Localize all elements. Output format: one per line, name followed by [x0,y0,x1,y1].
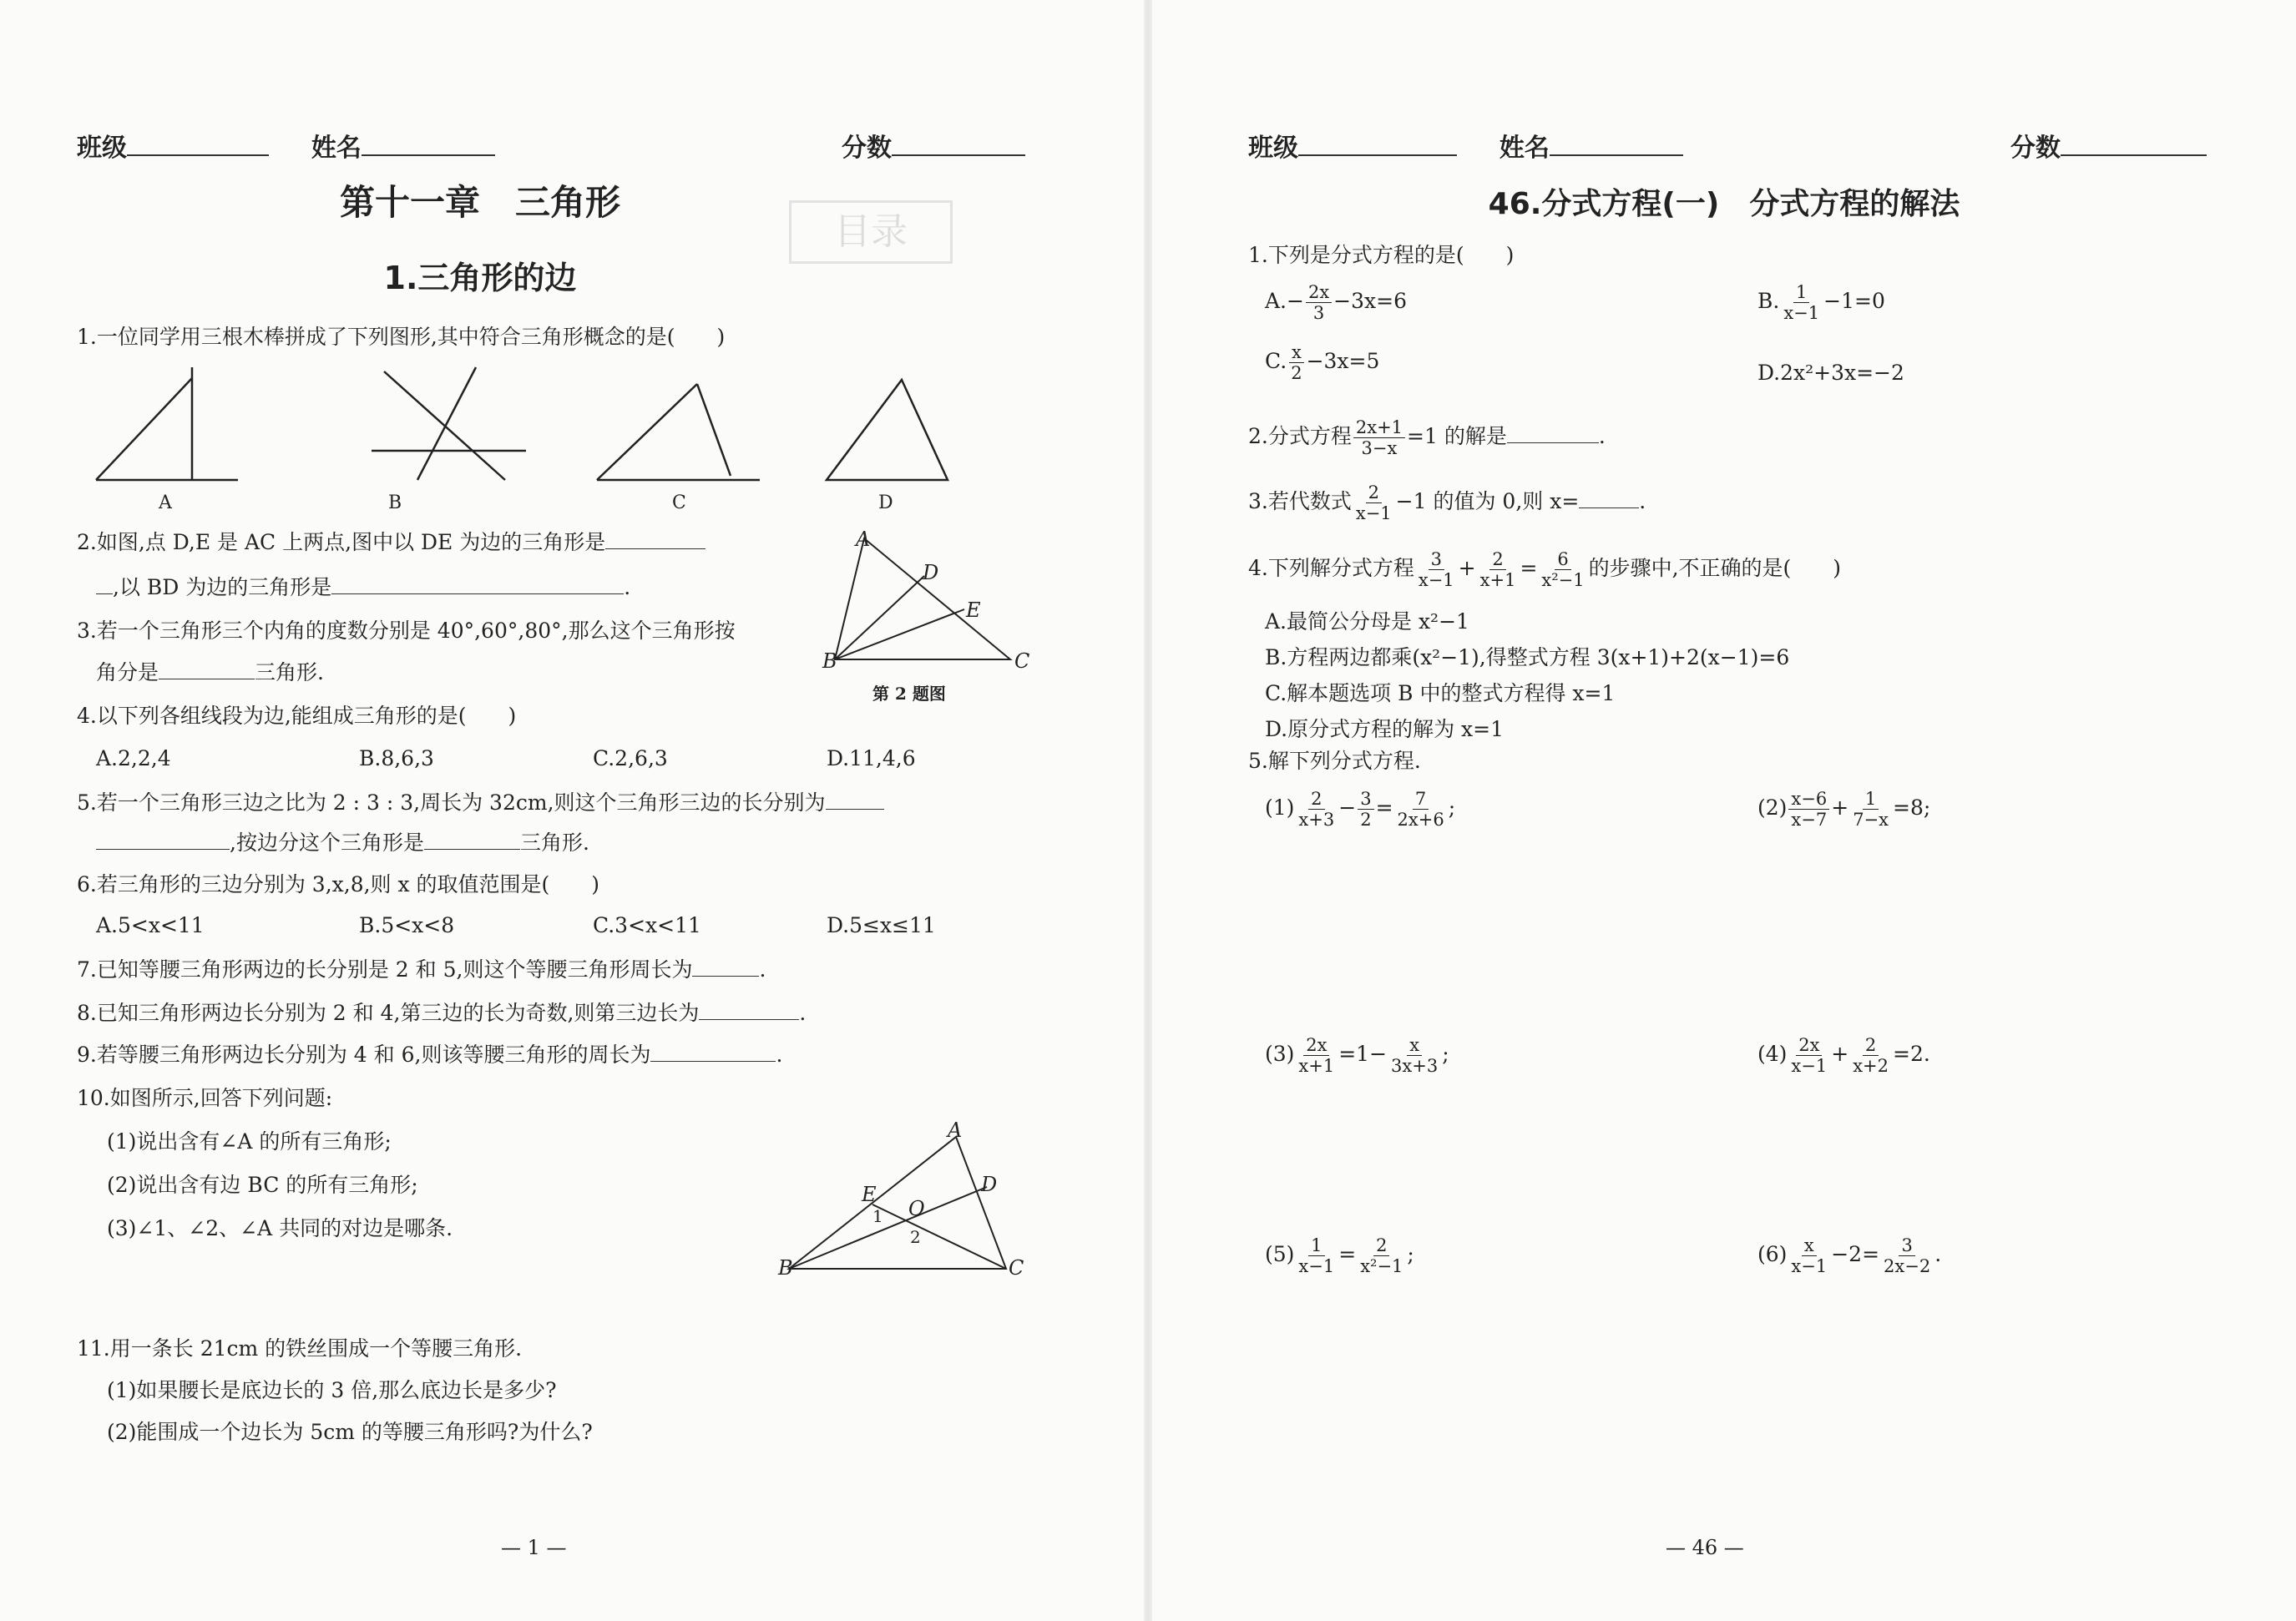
p1-d2: 2 [1360,810,1372,830]
question-9: 9.若等腰三角形两边长分别为 4 和 6,则该等腰三角形的周长为 . [77,1043,783,1067]
question-2 [77,529,705,556]
q3-text-c: 三角形. [255,660,324,684]
question-10: 10.如图所示,回答下列问题: [77,1086,333,1110]
q1-label-d: D [878,492,893,513]
q4-option-b[interactable]: B.方程两边都乘(x²−1),得整式方程 3(x+1)+2(x−1)=6 [1265,645,1790,669]
p1-n2: 3 [1358,789,1373,810]
right-score [2010,127,2207,164]
q2-label-b: B [822,649,837,673]
score-label: 分数 [842,134,892,163]
q1-label-b: B [388,492,402,513]
left-page-number: — 1 — [501,1536,567,1559]
q1b-pre: B. [1757,289,1780,313]
problem-5 [1265,1235,1414,1276]
problem-2 [1757,789,1930,830]
figure-a [96,367,238,480]
right-header [1248,127,1683,164]
q1b-post: −1=0 [1823,289,1885,313]
q1-option-a[interactable] [1265,282,1407,323]
q2-num: 2x+1 [1353,417,1405,438]
q7-blank[interactable] [692,976,759,977]
q8-blank[interactable] [699,1019,799,1020]
q1-option-c[interactable] [1265,342,1379,383]
q9-blank[interactable] [650,1061,776,1062]
q10-label-c: C [1009,1256,1024,1280]
q2-den: 3−x [1361,438,1398,458]
p6-n1: x [1802,1235,1817,1256]
p3-label: (3) [1265,1042,1295,1066]
q2-blank[interactable] [1507,442,1599,443]
q2-blank-2[interactable] [331,593,624,594]
class-label: 班级 [77,134,127,163]
problem-3 [1265,1035,1449,1076]
right-page-number: — 46 — [1666,1536,1744,1559]
q4-option-d[interactable]: D.11,4,6 [827,746,916,770]
q4-d3: x²−1 [1541,570,1585,590]
question-10-3: (3)∠1、∠2、∠A 共同的对边是哪条. [107,1216,453,1240]
p5-eq: = [1338,1242,1357,1266]
p6-end: . [1934,1242,1942,1266]
p5-d1: x−1 [1298,1256,1335,1276]
q6-option-b[interactable]: B.5<x<8 [359,913,455,937]
question-4: 4.以下列各组线段为边,能组成三角形的是( ) [77,704,517,728]
q3-num: 2 [1366,482,1382,503]
p4-n1: 2x [1796,1035,1822,1056]
q8-text: 8.已知三角形两边长分别为 2 和 4,第三边的长为奇数,则第三边长为 [77,1001,700,1025]
question-5: 5.解下列分式方程. [1248,749,1421,773]
p5-end: ; [1407,1242,1414,1266]
q3-pre: 3.若代数式 [1248,489,1352,513]
problem-4 [1757,1035,1930,1076]
q2-text-b: ,以 BD 为边的三角形是 [113,575,332,599]
q1a-den: 3 [1312,303,1325,323]
question-5-cont [96,830,589,856]
q4-n1: 3 [1429,549,1444,570]
p4-op: + [1831,1042,1849,1066]
q1-option-d[interactable]: D.2x²+3x=−2 [1757,361,1904,385]
question-3 [1248,482,1646,523]
p5-d2: x²−1 [1360,1256,1403,1276]
q7-text: 7.已知等腰三角形两边的长分别是 2 和 5,则这个等腰三角形周长为 [77,957,693,982]
p1-end: ; [1448,795,1456,820]
q6-option-a[interactable]: A.5<x<11 [96,913,205,937]
q4-option-b[interactable]: B.8,6,3 [359,746,434,770]
q3-end: . [1639,489,1646,513]
q4-option-c[interactable]: C.解本题选项 B 中的整式方程得 x=1 [1265,681,1616,705]
q2-blank-1[interactable] [605,548,705,549]
name-blank[interactable] [1550,134,1683,156]
q4-option-a[interactable]: A.2,2,4 [96,746,171,770]
p6-d1: x−1 [1791,1256,1828,1276]
p2-rhs: =8; [1893,795,1931,820]
question-10-1: (1)说出含有∠A 的所有三角形; [107,1129,392,1154]
p4-d1: x−1 [1791,1056,1828,1076]
question-1: 1.一位同学用三根木棒拼成了下列图形,其中符合三角形概念的是( ) [77,325,726,349]
q4-d1: x−1 [1418,570,1454,590]
q5-blank-1b[interactable] [96,849,230,850]
score-blank[interactable] [2061,134,2207,156]
chapter-title: 第十一章 三角形 [339,182,620,223]
q3-den: x−1 [1355,503,1392,523]
q2-blank-1b[interactable] [96,593,113,594]
right-page [1148,0,2296,1621]
page-title: 46.分式方程(一) 分式方程的解法 [1488,187,1960,221]
question-3-cont [96,659,324,686]
q1-option-b[interactable] [1757,282,1885,323]
p2-op: + [1831,795,1849,820]
q5-text-c: 三角形. [519,831,589,855]
p3-mid: =1− [1338,1042,1388,1066]
question-10-2: (2)说出含有边 BC 的所有三角形; [107,1173,418,1197]
p2-n1: x−6 [1788,789,1829,810]
p5-n1: 1 [1308,1235,1324,1256]
p4-label: (4) [1757,1042,1788,1066]
q4-n3: 6 [1555,549,1570,570]
q10-figure [781,1127,1031,1277]
figure-b [372,367,526,480]
q2-label-a: A [856,528,871,551]
q2-label-e: E [966,598,981,622]
q2-text-a: 2.如图,点 D,E 是 AC 上两点,图中以 DE 为边的三角形是 [77,530,606,554]
p5-label: (5) [1265,1242,1295,1266]
question-7: 7.已知等腰三角形两边的长分别是 2 和 5,则这个等腰三角形周长为 . [77,957,766,982]
class-label: 班级 [1248,134,1298,163]
p1-d1: x+3 [1298,810,1335,830]
p2-d1: x−7 [1791,810,1828,830]
p2-d2: 7−x [1853,810,1889,830]
faded-stamp: 目录 [789,200,953,264]
class-blank[interactable] [1298,134,1457,156]
p5-n2: 2 [1373,1235,1389,1256]
q4-eq: = [1520,556,1538,580]
q6-option-c[interactable]: C.3<x<11 [593,913,701,937]
p2-n2: 1 [1863,789,1879,810]
score-label: 分数 [2010,134,2061,163]
q3-text-b: 角分是 [96,660,159,684]
question-1: 1.下列是分式方程的是( ) [1248,243,1515,267]
q10-label-angle-2: 2 [910,1227,921,1247]
q6-option-d[interactable]: D.5≤x≤11 [827,913,936,937]
q1b-den: x−1 [1783,303,1820,323]
name-blank[interactable] [362,134,495,156]
figure-c [597,384,760,480]
q5-text-a: 5.若一个三角形三边之比为 2 : 3 : 3,周长为 32cm,则这个三角形三边的长分别为 [77,790,826,815]
q5-text-b: ,按边分这个三角形是 [230,831,424,855]
q2-caption: 第 2 题图 [872,684,946,704]
p1-eq: = [1375,795,1393,820]
p3-d1: x+1 [1298,1056,1335,1076]
question-11-1: (1)如果腰长是底边长的 3 倍,那么底边长是多少? [107,1378,557,1402]
q10-label-a: A [948,1119,963,1142]
q1c-post: −3x=5 [1306,349,1380,373]
problem-1 [1265,789,1455,830]
question-6: 6.若三角形的三边分别为 3,x,8,则 x 的取值范围是( ) [77,872,600,896]
q9-text: 9.若等腰三角形两边长分别为 4 和 6,则该等腰三角形的周长为 [77,1043,651,1067]
figure-d [827,380,948,480]
q2-label-c: C [1014,649,1030,673]
left-header [77,127,495,164]
p4-rhs: =2. [1893,1042,1930,1066]
q1-label-c: C [672,492,686,513]
p3-n2: x [1407,1035,1422,1056]
p1-n3: 7 [1413,789,1429,810]
question-2 [1248,417,1606,458]
q10-label-b: B [778,1256,793,1280]
p6-n2: 3 [1899,1235,1914,1256]
q2-label-d: D [923,561,939,584]
q2-post: =1 的解是 [1407,424,1507,448]
p6-d2: 2x−2 [1884,1256,1931,1276]
name-label: 姓名 [1499,134,1550,163]
p1-op: − [1338,795,1357,820]
p1-d3: 2x+6 [1397,810,1444,830]
q4-post: 的步骤中,不正确的是( ) [1588,556,1842,580]
q2-end: . [1598,424,1606,448]
left-score [842,127,1025,164]
q3-post: −1 的值为 0,则 x= [1395,489,1580,513]
q1c-pre: C. [1265,349,1287,373]
q1a-pre: A.− [1265,289,1304,313]
q2-pre: 2.分式方程 [1248,424,1352,448]
question-11-2: (2)能围成一个边长为 5cm 的等腰三角形吗?为什么? [107,1420,593,1444]
q4-d2: x+1 [1479,570,1516,590]
q1b-num: 1 [1793,282,1809,303]
p3-end: ; [1442,1042,1449,1066]
score-blank[interactable] [892,134,1025,156]
p1-n1: 2 [1308,789,1324,810]
name-label: 姓名 [311,134,362,163]
q10-label-e: E [862,1183,877,1206]
q10-label-d: D [981,1173,998,1196]
q5-blank-2[interactable] [424,849,520,850]
question-8: 8.已知三角形两边长分别为 2 和 4,第三边的长为奇数,则第三边长为 . [77,1001,807,1025]
question-5 [77,790,884,816]
p4-d2: x+2 [1853,1056,1889,1076]
q10-label-angle-1: 1 [872,1206,883,1226]
p3-d2: 3x+3 [1391,1056,1439,1076]
q1-label-a: A [159,492,172,513]
q1c-num: x [1289,342,1304,363]
p2-label: (2) [1757,795,1788,820]
q5-blank-1[interactable] [826,809,884,810]
question-11: 11.用一条长 21cm 的铁丝围成一个等腰三角形. [77,1336,523,1361]
section-title: 1.三角形的边 [383,260,577,296]
p4-n2: 2 [1863,1035,1879,1056]
q1a-num: 2x [1306,282,1332,303]
question-3: 3.若一个三角形三个内角的度数分别是 40°,60°,80°,那么这个三角形按 [77,619,736,643]
p1-label: (1) [1265,795,1295,820]
question-4 [1248,549,1841,590]
p6-mid: −2= [1831,1242,1880,1266]
q1-figures [83,363,968,488]
q1c-den: 2 [1291,363,1302,383]
q4-pre: 4.下列解分式方程 [1248,556,1414,580]
problem-6 [1757,1235,1941,1276]
p3-n1: 2x [1303,1035,1329,1056]
q4-option-d[interactable]: D.原分式方程的解为 x=1 [1265,717,1504,741]
question-2-cont: ,以 BD 为边的三角形是 . [96,574,630,601]
q2-figure [827,530,1035,680]
p6-label: (6) [1757,1242,1788,1266]
q4-option-c[interactable]: C.2,6,3 [593,746,668,770]
q10-label-o: O [908,1197,925,1220]
q4-plus: + [1458,556,1476,580]
q4-n2: 2 [1489,549,1505,570]
q1a-post: −3x=6 [1333,289,1407,313]
class-blank[interactable] [127,134,269,156]
q4-option-a[interactable]: A.最简公分母是 x²−1 [1265,609,1469,634]
